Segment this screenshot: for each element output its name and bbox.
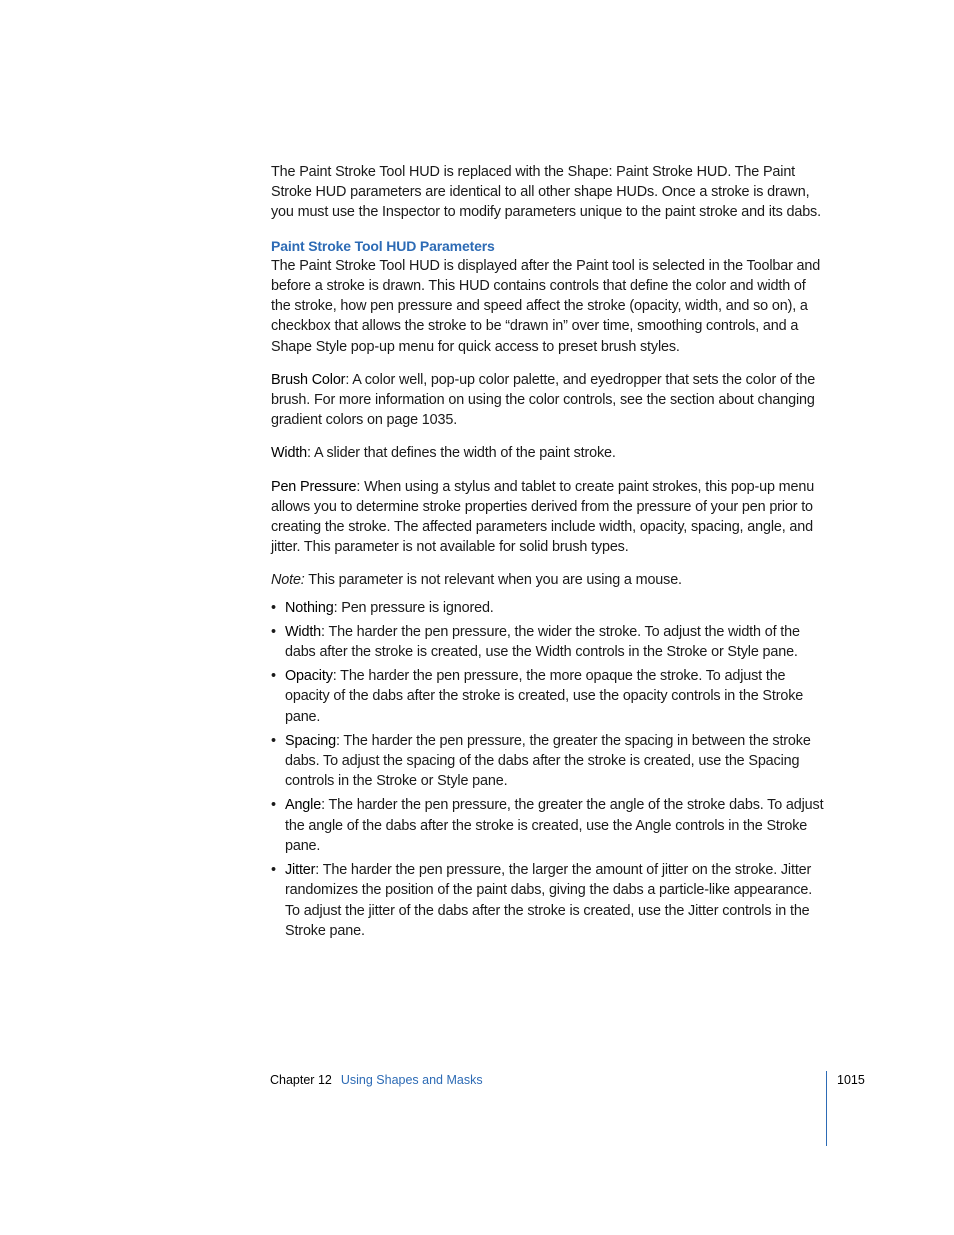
list-item	[271, 731, 827, 792]
note-paragraph	[271, 570, 827, 590]
note-label: Note:	[271, 572, 305, 589]
bullet-icon: •	[271, 623, 276, 640]
bullet-icon: •	[271, 732, 276, 749]
bullet-text: : The harder the pen pressure, the wider the stroke. To adjust the width of the dabs after the stroke is created, use the Width controls in the Stroke or Style pane.	[285, 623, 800, 661]
page-footer	[270, 1072, 483, 1088]
section-intro-paragraph: The Paint Stroke Tool HUD is displayed after the Paint tool is selected in the Toolbar and before a stroke is drawn. This HUD contains controls that define the color and width of the stroke, how pen pressure and speed affect the stroke (opacity, width, and so on), a checkbox that allows the stroke to be “drawn in” over time, smoothing controls, and a Shape Style pop-up menu for quick access to preset brush styles.	[271, 257, 821, 355]
page-number: 1015	[837, 1073, 865, 1087]
param-text: : A color well, pop-up color palette, and eyedropper that sets the color of the brush. For more information on using the color controls, see the section about changing gradient colors on page 1035.	[271, 371, 816, 429]
intro-paragraph: The Paint Stroke Tool HUD is replaced with the Shape: Paint Stroke HUD. The Paint Stroke HUD parameters are identical to all other shape HUDs. Once a stroke is drawn, you must use the Inspector to modify parameters unique to the paint stroke and its dabs.	[271, 164, 821, 221]
param-term: Width	[271, 445, 308, 462]
list-item	[271, 860, 827, 941]
bullet-icon: •	[271, 797, 276, 814]
note-text: This parameter is not relevant when you are using a mouse.	[304, 572, 682, 589]
bullet-term: Opacity	[285, 668, 333, 685]
bullet-term: Jitter	[285, 862, 316, 879]
bullet-icon: •	[271, 668, 276, 685]
bullet-term: Width	[285, 623, 322, 640]
param-term: Pen Pressure	[271, 478, 357, 495]
bullet-term: Angle	[285, 797, 322, 814]
bullet-text: : The harder the pen pressure, the more opaque the stroke. To adjust the opacity of the dabs after the stroke is created, use the opacity controls in the Stroke pane.	[285, 668, 804, 725]
bullet-icon: •	[271, 862, 276, 879]
list-item	[271, 598, 827, 618]
list-item	[271, 666, 827, 727]
param-text: : When using a stylus and tablet to create paint strokes, this pop-up menu allows you to determine stroke properties derived from the pressure of your pen prior to creating the stroke. The affected parameters include width, opacity, spacing, angle, and jitter. This parameter is not available for solid brush types.	[271, 478, 815, 556]
param-width	[271, 443, 827, 463]
bullet-text: : The harder the pen pressure, the greater the spacing in between the stroke dabs. To adjust the spacing of the dabs after the stroke is created, use the Spacing controls in the Stroke or Style pane.	[285, 732, 811, 790]
bullet-icon: •	[271, 599, 276, 616]
bullet-term: Spacing	[285, 732, 336, 749]
pen-pressure-options-list	[271, 598, 827, 941]
section-heading: Paint Stroke Tool HUD Parameters	[271, 237, 495, 254]
footer-divider	[826, 1071, 827, 1146]
param-pen-pressure	[271, 477, 827, 558]
bullet-text: : Pen pressure is ignored.	[333, 599, 494, 616]
list-item	[271, 622, 827, 662]
chapter-label: Chapter 12	[270, 1073, 332, 1087]
param-text: : A slider that defines the width of the paint stroke.	[307, 445, 616, 462]
page-content	[271, 162, 827, 945]
bullet-term: Nothing	[285, 599, 334, 616]
param-brush-color	[271, 370, 827, 431]
list-item	[271, 795, 827, 856]
bullet-text: : The harder the pen pressure, the larger the amount of jitter on the stroke. Jitter randomizes the position of the paint dabs, giving the dabs a particle-like appearance. To adjust the jitter of the dabs after the stroke is created, use the Jitter controls in the Stroke pane.	[285, 862, 813, 939]
param-term: Brush Color	[271, 371, 346, 388]
chapter-title-link[interactable]: Using Shapes and Masks	[340, 1073, 483, 1087]
bullet-text: : The harder the pen pressure, the greater the angle of the stroke dabs. To adjust the angle of the dabs after the stroke is created, use the Angle controls in the Stroke pane.	[285, 797, 824, 854]
